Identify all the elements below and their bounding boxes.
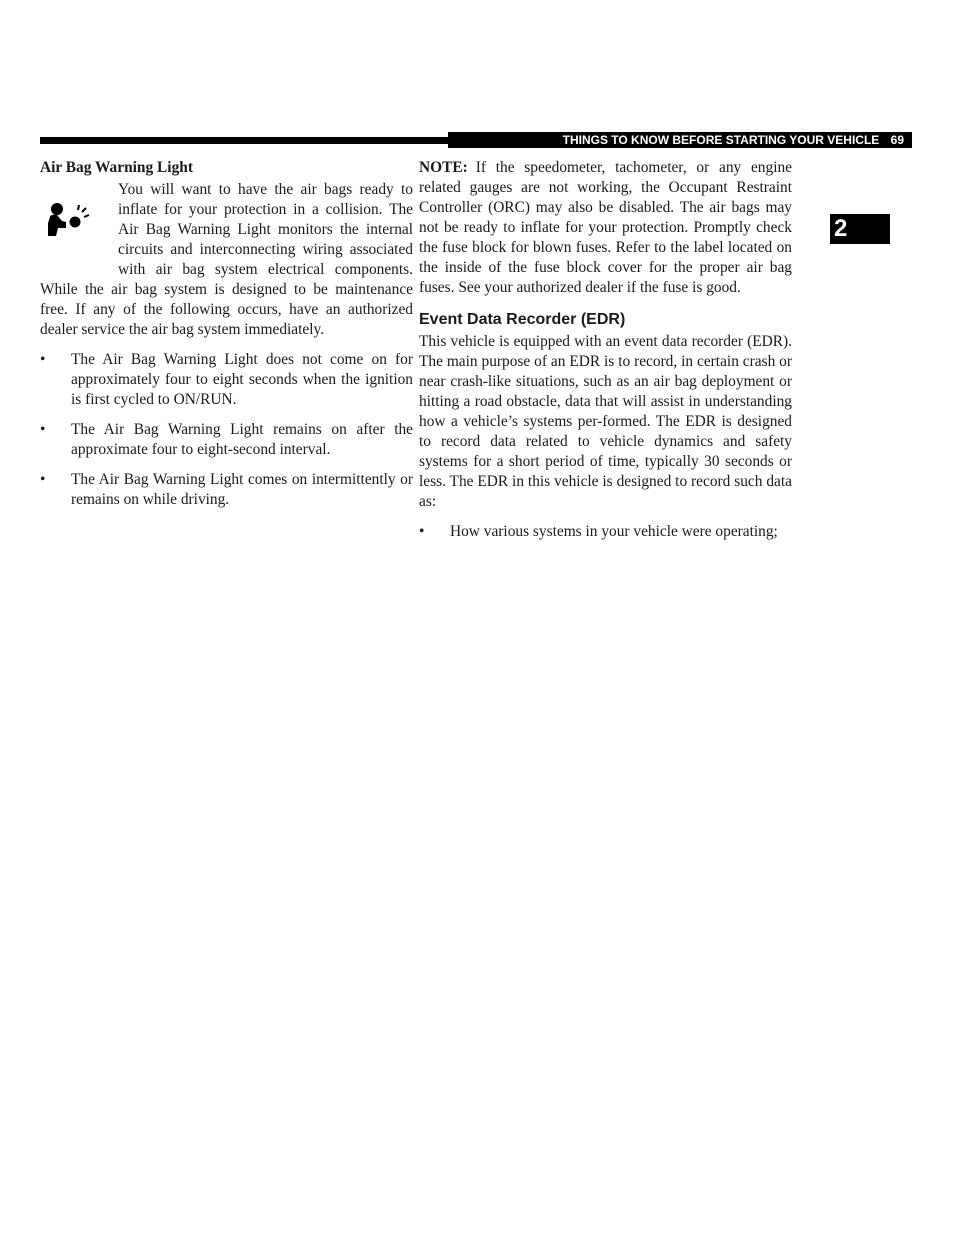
list-item: • The Air Bag Warning Light comes on intermittently or remains on while driving. xyxy=(40,471,413,508)
chapter-tab: 2 xyxy=(830,214,890,244)
list-item-text: The Air Bag Warning Light comes on intermittently or remains on while driving. xyxy=(71,471,413,508)
note-text: If the speedometer, tachometer, or any engine related gauges are not working, the Occupant Restraint Controller (ORC) may also be disabled. The air bags may not be ready to inflate for your protection. Promptly check the fuse block for blown fuses. Refer to the label located on the inside of the fuse block cover for the proper air bag fuses. See your authorized dealer if the fuse is good. xyxy=(419,159,792,296)
note-label: NOTE: xyxy=(419,159,468,176)
edr-paragraph: This vehicle is equipped with an event data recorder (EDR). The main purpose of an EDR is to record, in certain crash or near crash-like situations, such as an air bag deployment or hitting a road obstacle, data that will assist in understanding how a vehicle’s systems per-formed. The EDR is designed to record data related to vehicle dynamics and safety systems for a short period of time, typically 30 seconds or less. The EDR in this vehicle is designed to record such data as: xyxy=(419,333,792,510)
section-heading-airbag: Air Bag Warning Light xyxy=(40,159,193,176)
note-paragraph xyxy=(419,158,792,298)
airbag-intro-text: You will want to have the air bags ready to inflate for your protection in a collision. The Air Bag Warning Light monitors the internal circuits and interconnecting wiring associated with air bag system electrical components. While the air bag system is designed to be maintenance free. If any of the following occurs, have an authorized dealer service the air bag system immediately. xyxy=(40,181,413,338)
list-item-text: How various systems in your vehicle were operating; xyxy=(450,523,778,540)
right-column xyxy=(419,158,792,542)
page-header xyxy=(40,132,912,148)
section-heading-edr: Event Data Recorder (EDR) xyxy=(419,311,626,328)
airbag-intro xyxy=(40,180,413,340)
header-rule xyxy=(40,137,450,144)
header-title-box xyxy=(448,132,912,148)
header-title: THINGS TO KNOW BEFORE STARTING YOUR VEHICLE xyxy=(562,133,880,147)
left-column xyxy=(40,158,413,510)
airbag-warning-icon xyxy=(40,180,104,262)
airbag-bullet-list xyxy=(40,350,413,510)
list-item: • The Air Bag Warning Light remains on after the approximate four to eight-second interval. xyxy=(40,421,413,458)
list-item-text: The Air Bag Warning Light does not come on for approximately four to eight seconds when the ignition is first cycled to ON/RUN. xyxy=(71,351,413,408)
edr-bullet-list xyxy=(419,522,792,542)
list-item-text: The Air Bag Warning Light remains on after the approximate four to eight-second interval. xyxy=(71,421,413,458)
list-item: • How various systems in your vehicle were operating; xyxy=(419,523,778,540)
page-number: 69 xyxy=(890,133,904,147)
list-item: • The Air Bag Warning Light does not come on for approximately four to eight seconds when the ignition is first cycled to ON/RUN. xyxy=(40,351,413,408)
